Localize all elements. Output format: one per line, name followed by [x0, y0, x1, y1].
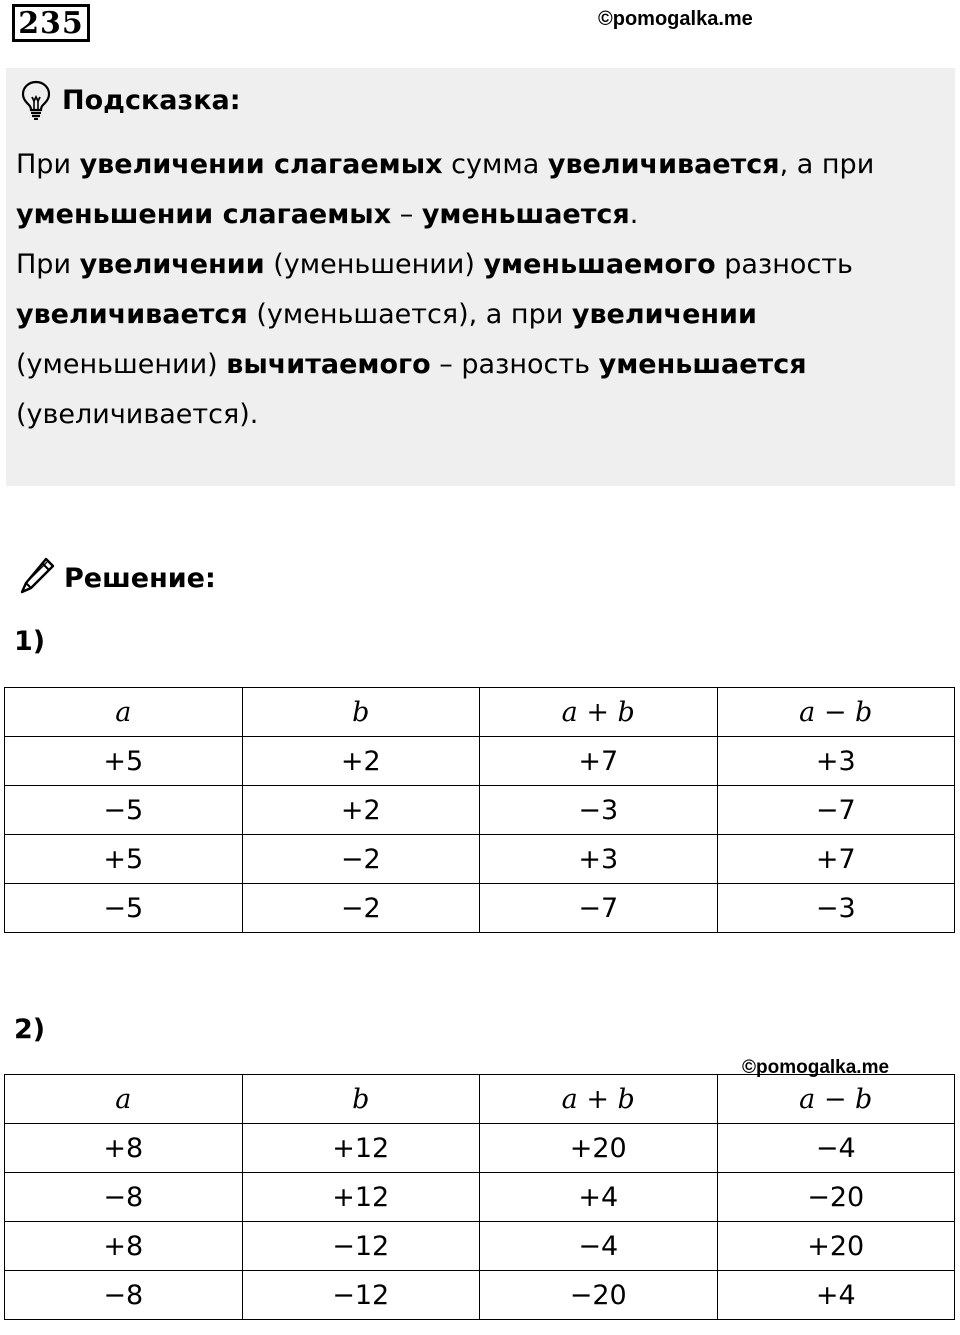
hint-emphasis: уменьшаемого	[483, 249, 716, 280]
table-row	[5, 786, 955, 835]
table-cell: +8	[5, 1222, 243, 1271]
table-cell: −7	[717, 786, 955, 835]
table-cell: +3	[480, 835, 718, 884]
hint-emphasis: увеличении слагаемых	[79, 149, 443, 180]
results-table-2	[4, 1074, 955, 1320]
table-cell: +12	[242, 1173, 480, 1222]
hint-run: сумма	[442, 149, 548, 180]
column-header: b	[242, 1075, 480, 1124]
table-cell: +4	[480, 1173, 718, 1222]
hint-run: При	[16, 149, 80, 180]
table-row	[5, 1124, 955, 1173]
part-label-1: 1)	[14, 626, 46, 657]
table-cell: +12	[242, 1124, 480, 1173]
watermark-mid: ©pomogalka.me	[742, 1057, 890, 1078]
table-row	[5, 835, 955, 884]
hint-paragraph-2	[16, 240, 946, 440]
hint-emphasis: увеличивается	[547, 149, 780, 180]
table-cell: −4	[480, 1222, 718, 1271]
table-cell: +20	[717, 1222, 955, 1271]
table-cell: −3	[717, 884, 955, 933]
hint-run: (уменьшении)	[264, 249, 484, 280]
table-cell: −2	[242, 884, 480, 933]
hint-run: (увеличивается).	[16, 399, 259, 430]
hint-emphasis: уменьшении слагаемых	[16, 199, 392, 230]
table-cell: +5	[5, 737, 243, 786]
table-row	[5, 1222, 955, 1271]
hint-emphasis: увеличении	[79, 249, 265, 280]
hint-text	[16, 140, 946, 440]
hint-run: , а при	[779, 149, 875, 180]
table-cell: −3	[480, 786, 718, 835]
hint-run: – разность	[430, 349, 599, 380]
table-row	[5, 1173, 955, 1222]
table-cell: +2	[242, 737, 480, 786]
hint-emphasis: уменьшается	[421, 199, 630, 230]
hint-run: (уменьшается), а при	[247, 299, 572, 330]
hint-run: разность	[715, 249, 853, 280]
solution-title: Решение:	[64, 562, 216, 594]
table-header-row	[5, 1075, 955, 1124]
table-cell: +3	[717, 737, 955, 786]
solution-header	[18, 556, 216, 600]
hint-run: При	[16, 249, 80, 280]
pencil-icon	[18, 556, 56, 600]
column-header: b	[242, 688, 480, 737]
column-header: a + b	[480, 1075, 718, 1124]
hint-box	[6, 68, 955, 486]
table-cell: −12	[242, 1271, 480, 1320]
table-cell: +4	[717, 1271, 955, 1320]
table-cell: −20	[480, 1271, 718, 1320]
hint-title: Подсказка:	[62, 84, 241, 116]
table-cell: +8	[5, 1124, 243, 1173]
table-cell: +2	[242, 786, 480, 835]
hint-emphasis: уменьшается	[598, 349, 807, 380]
task-number: 235	[12, 4, 90, 42]
table-cell: −2	[242, 835, 480, 884]
table-row	[5, 884, 955, 933]
results-table-1	[4, 687, 955, 933]
hint-header	[20, 80, 241, 120]
column-header: a	[5, 688, 243, 737]
lightbulb-icon	[20, 80, 52, 120]
hint-emphasis: увеличивается	[16, 299, 248, 330]
table-cell: +5	[5, 835, 243, 884]
table-cell: −8	[5, 1271, 243, 1320]
column-header: a − b	[717, 688, 955, 737]
column-header: a + b	[480, 688, 718, 737]
hint-emphasis: вычитаемого	[226, 349, 431, 380]
table-header-row	[5, 688, 955, 737]
hint-run: –	[391, 199, 422, 230]
table-cell: −5	[5, 786, 243, 835]
table-cell: −12	[242, 1222, 480, 1271]
table-cell: +7	[717, 835, 955, 884]
column-header: a − b	[717, 1075, 955, 1124]
hint-emphasis: увеличении	[571, 299, 757, 330]
table-cell: −20	[717, 1173, 955, 1222]
table-cell: −5	[5, 884, 243, 933]
table-row	[5, 737, 955, 786]
part-label-2: 2)	[14, 1014, 46, 1045]
table-cell: −4	[717, 1124, 955, 1173]
table-cell: −8	[5, 1173, 243, 1222]
hint-run: (уменьшении)	[16, 349, 227, 380]
hint-paragraph-1	[16, 140, 946, 240]
table-cell: +7	[480, 737, 718, 786]
watermark: ©pomogalka.me	[598, 8, 753, 30]
hint-run: .	[629, 199, 639, 230]
table-cell: +20	[480, 1124, 718, 1173]
column-header: a	[5, 1075, 243, 1124]
table-row	[5, 1271, 955, 1320]
table-cell: −7	[480, 884, 718, 933]
